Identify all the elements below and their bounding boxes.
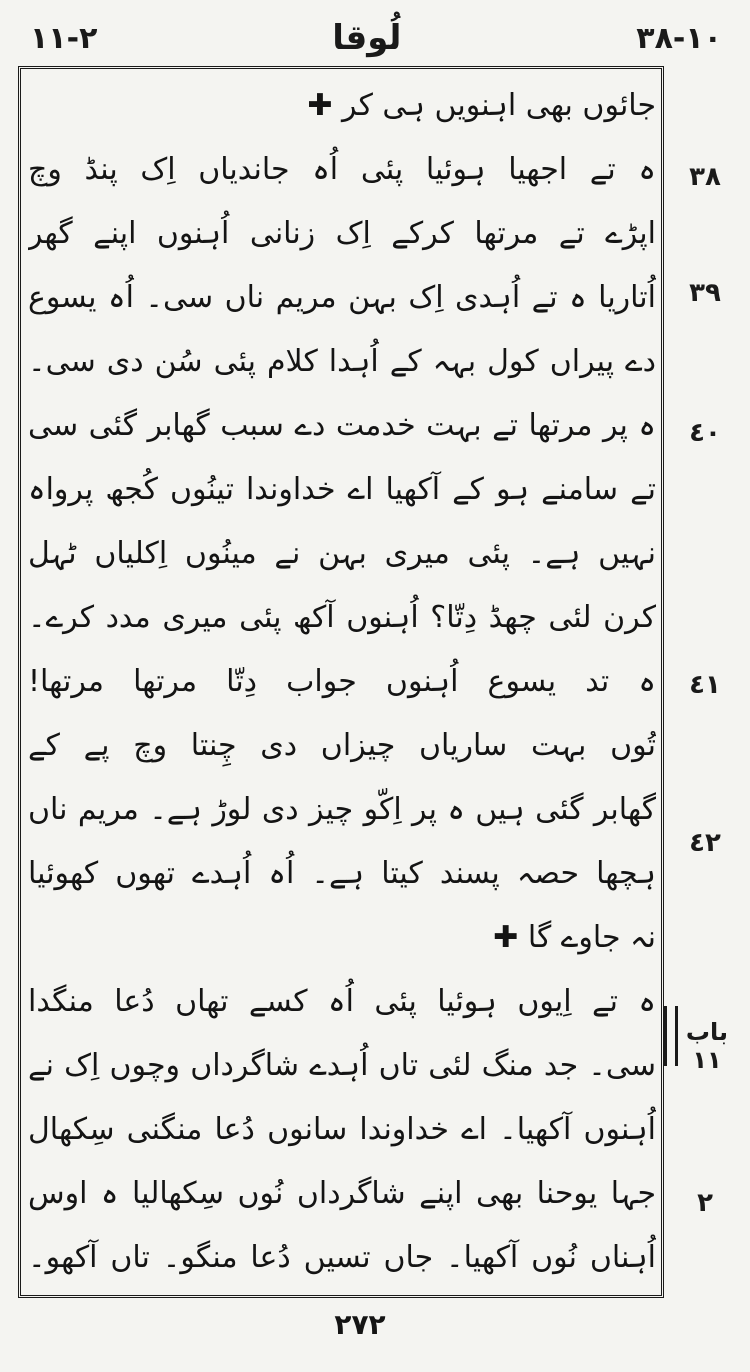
header-left-reference: ٢-١١: [30, 20, 98, 56]
verse-number: ٤٠: [689, 418, 721, 448]
page-number: ٢٧٢: [334, 1308, 386, 1341]
text-line: اُہناں نُوں آکھیا۔ جاں تسیں دُعا منگو۔ تاں آکھو۔: [28, 1240, 656, 1275]
text-line: ہ تد یسوع اُہنوں جواب دِتّا مرتھا مرتھا!: [28, 664, 656, 699]
text-line: اُہنوں آکھیا۔ اے خداوندا سانوں دُعا منگنی سِکھال: [28, 1112, 656, 1147]
text-line: تُوں بہت ساریاں چیزاں دی چِنتا وچ پے کے: [28, 728, 656, 763]
scripture-text: [28, 76, 656, 1292]
text-line: اُتاریا ہ تے اُہدی اِک بہن مریم ناں سی۔ اُہ یسوع: [28, 280, 656, 315]
verse-number: ٣٩: [689, 278, 721, 308]
text-line: تے سامنے ہو کے آکھیا اے خداوندا تینُوں کُجھ پرواہ: [28, 472, 656, 507]
text-line: ہ پر مرتھا تے بہت خدمت دے سبب گھابر گئی سی: [28, 408, 656, 443]
text-line: جہا یوحنا بھی اپنے شاگرداں نُوں سِکھالیا ہ اوس: [28, 1176, 656, 1211]
verse-number: ٤١: [689, 670, 721, 700]
verse-number: ٤٢: [689, 828, 721, 858]
running-header: [30, 18, 722, 58]
text-line: ہچھا حصہ پسند کیتا ہے۔ اُہ اُہدے تھوں کھوئیا: [28, 856, 656, 891]
header-right-reference: ١٠-٣٨: [636, 20, 722, 56]
text-line: نہ جاوے گا ✚: [493, 920, 656, 955]
text-line: سی۔ جد منگ لئی تاں اُہدے شاگرداں وچوں اِک نے: [28, 1048, 656, 1083]
text-line: دے پیراں کول بہہ کے اُہدا کلام پئی سُن دی سی۔: [28, 344, 656, 379]
text-line: ہ تے اِیوں ہوئیا پئی اُہ کسے تھاں دُعا منگدا: [28, 984, 656, 1019]
verse-number: ٣٨: [689, 162, 721, 192]
chapter-marker: باب ١١: [685, 1018, 729, 1074]
text-line: گھابر گئی ہیں ہ پر اِکّو چیز دی لوڑ ہے۔ مریم ناں: [28, 792, 656, 827]
chapter-divider-bars: [664, 1006, 678, 1066]
text-line: نہیں ہے۔ پئی میری بہن نے مینُوں اِکلیاں ٹہل: [28, 536, 656, 571]
book-title: لُوقا: [332, 18, 402, 58]
text-line: اپڑے تے مرتھا کرکے اِک زنانی اُہنوں اپنے گھر: [28, 216, 656, 251]
text-line: کرن لئی چھڈ دِتّا؟ اُہنوں آکھ پئی میری مدد کرے۔: [28, 600, 656, 635]
text-line: جائوں بھی اہنویں ہی کر ✚: [307, 88, 656, 123]
verse-number: ٢: [697, 1188, 713, 1218]
text-line: ہ تے اجھیا ہوئیا پئی اُہ جاندیاں اِک پنڈ وچ: [28, 152, 656, 187]
